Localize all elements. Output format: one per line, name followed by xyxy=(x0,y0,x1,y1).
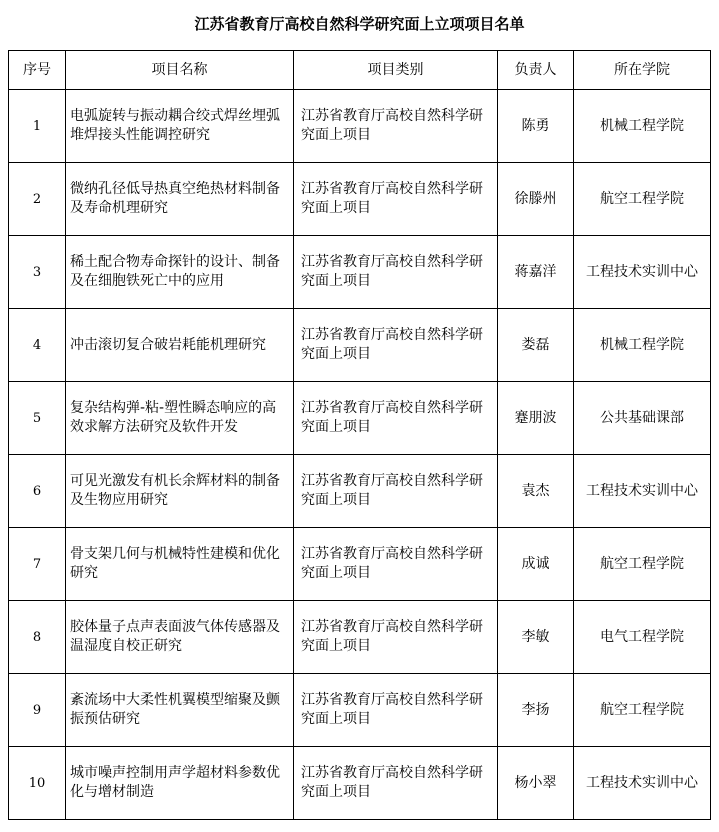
project-category-cell: 江苏省教育厅高校自然科学研究面上项目 xyxy=(294,747,498,820)
row-index: 1 xyxy=(9,90,66,163)
table-row xyxy=(9,674,711,747)
table-row xyxy=(9,163,711,236)
project-name-cell: 胶体量子点声表面波气体传感器及温湿度自校正研究 xyxy=(66,601,294,674)
leader-cell: 袁杰 xyxy=(498,455,574,528)
table-row xyxy=(9,601,711,674)
project-category-cell: 江苏省教育厅高校自然科学研究面上项目 xyxy=(294,674,498,747)
college-cell: 工程技术实训中心 xyxy=(574,236,711,309)
leader-cell: 蹇朋波 xyxy=(498,382,574,455)
project-name-cell: 紊流场中大柔性机翼模型缩聚及颤振预估研究 xyxy=(66,674,294,747)
project-name-cell: 复杂结构弹-粘-塑性瞬态响应的高效求解方法研究及软件开发 xyxy=(66,382,294,455)
college-cell: 航空工程学院 xyxy=(574,528,711,601)
leader-cell: 杨小翠 xyxy=(498,747,574,820)
project-name-cell: 可见光激发有机长余辉材料的制备及生物应用研究 xyxy=(66,455,294,528)
header-leader: 负责人 xyxy=(498,51,574,90)
table-row xyxy=(9,528,711,601)
leader-cell: 李敏 xyxy=(498,601,574,674)
table-row xyxy=(9,236,711,309)
table-row xyxy=(9,747,711,820)
college-cell: 工程技术实训中心 xyxy=(574,455,711,528)
project-name-cell: 稀土配合物寿命探针的设计、制备及在细胞铁死亡中的应用 xyxy=(66,236,294,309)
row-index: 2 xyxy=(9,163,66,236)
table-row xyxy=(9,455,711,528)
row-index: 8 xyxy=(9,601,66,674)
college-cell: 航空工程学院 xyxy=(574,674,711,747)
college-cell: 机械工程学院 xyxy=(574,90,711,163)
leader-cell: 徐滕州 xyxy=(498,163,574,236)
college-cell: 航空工程学院 xyxy=(574,163,711,236)
row-index: 10 xyxy=(9,747,66,820)
project-name-cell: 冲击滚切复合破岩耗能机理研究 xyxy=(66,309,294,382)
header-project-category: 项目类别 xyxy=(294,51,498,90)
college-cell: 电气工程学院 xyxy=(574,601,711,674)
project-name-cell: 微纳孔径低导热真空绝热材料制备及寿命机理研究 xyxy=(66,163,294,236)
college-cell: 机械工程学院 xyxy=(574,309,711,382)
project-name-cell: 骨支架几何与机械特性建模和优化研究 xyxy=(66,528,294,601)
project-category-cell: 江苏省教育厅高校自然科学研究面上项目 xyxy=(294,163,498,236)
header-index: 序号 xyxy=(9,51,66,90)
row-index: 4 xyxy=(9,309,66,382)
page-title: 江苏省教育厅高校自然科学研究面上立项项目名单 xyxy=(194,15,525,33)
college-cell: 工程技术实训中心 xyxy=(574,747,711,820)
row-index: 9 xyxy=(9,674,66,747)
project-category-cell: 江苏省教育厅高校自然科学研究面上项目 xyxy=(294,382,498,455)
header-project-name: 项目名称 xyxy=(66,51,294,90)
table-row xyxy=(9,309,711,382)
table-row xyxy=(9,90,711,163)
leader-cell: 成诚 xyxy=(498,528,574,601)
project-name-cell: 城市噪声控制用声学超材料参数优化与增材制造 xyxy=(66,747,294,820)
project-category-cell: 江苏省教育厅高校自然科学研究面上项目 xyxy=(294,236,498,309)
leader-cell: 蒋嘉洋 xyxy=(498,236,574,309)
leader-cell: 娄磊 xyxy=(498,309,574,382)
row-index: 7 xyxy=(9,528,66,601)
project-category-cell: 江苏省教育厅高校自然科学研究面上项目 xyxy=(294,90,498,163)
table-header-row xyxy=(9,51,711,90)
table-row xyxy=(9,382,711,455)
project-name-cell: 电弧旋转与振动耦合绞式焊丝埋弧堆焊接头性能调控研究 xyxy=(66,90,294,163)
leader-cell: 李扬 xyxy=(498,674,574,747)
project-table xyxy=(8,50,711,820)
college-cell: 公共基础课部 xyxy=(574,382,711,455)
project-category-cell: 江苏省教育厅高校自然科学研究面上项目 xyxy=(294,601,498,674)
project-category-cell: 江苏省教育厅高校自然科学研究面上项目 xyxy=(294,309,498,382)
project-category-cell: 江苏省教育厅高校自然科学研究面上项目 xyxy=(294,455,498,528)
header-college: 所在学院 xyxy=(574,51,711,90)
row-index: 5 xyxy=(9,382,66,455)
project-category-cell: 江苏省教育厅高校自然科学研究面上项目 xyxy=(294,528,498,601)
row-index: 3 xyxy=(9,236,66,309)
leader-cell: 陈勇 xyxy=(498,90,574,163)
row-index: 6 xyxy=(9,455,66,528)
